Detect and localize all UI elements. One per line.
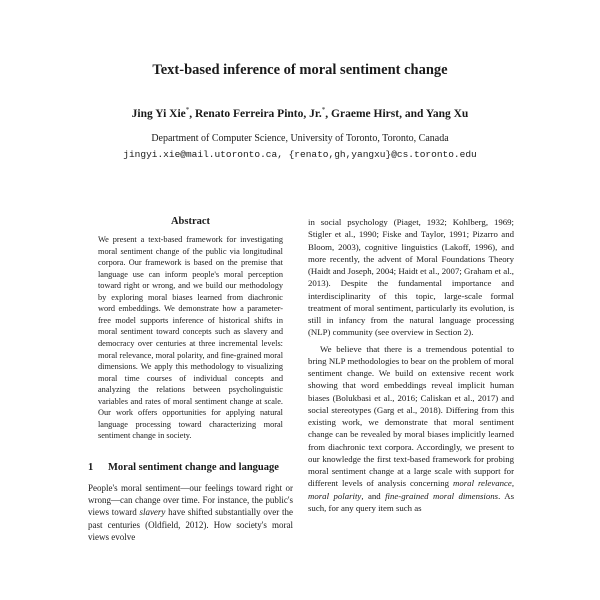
- section-heading: [88, 462, 293, 474]
- emphasis-text: moral relevance: [453, 478, 512, 489]
- author-name: Yang Xu: [425, 107, 469, 120]
- right-column: [308, 216, 514, 514]
- emphasis-text: fine-grained moral dimensions: [385, 490, 499, 501]
- author-list: [0, 106, 600, 120]
- author-name: Jing Yi Xie: [131, 107, 186, 120]
- equal-contribution-mark: *: [321, 106, 326, 114]
- paper-title: Text-based inference of moral sentiment change: [152, 62, 448, 78]
- emphasis-text: slavery: [139, 507, 166, 518]
- body-text: We believe that there is a tremendous potential to bring NLP methodologies to bear on the problem of moral sentiment change. We build on extensive recent work showing that word embeddings reveal implicit human biases (Bolukbasi et al., 2016; Caliskan et al., 2017) and social stereotypes (Garg et al., 2018). Differing from this existing work, we demonstrate that moral sentiment change can be revealed by moral biases implicitly learned from diachronic text corpora. Accordingly, we present to our knowledge the first text-based framework for probing moral sentiment change at a large scale with support for different levels of analysis concerning: [308, 343, 514, 489]
- body-text: , and: [361, 490, 386, 501]
- author-separator: ,: [189, 107, 195, 120]
- abstract-heading: Abstract: [170, 216, 211, 227]
- author-emails: jingyi.xie@mail.utoronto.ca, {renato,gh,yangxu}@cs.toronto.edu: [123, 149, 477, 160]
- equal-contribution-mark: *: [185, 106, 190, 114]
- left-column: [88, 216, 293, 543]
- body-paragraph: [308, 343, 514, 515]
- body-text: have shifted substantially over the past centuries (Oldfield, 2012). How society's moral views evolve: [88, 507, 293, 542]
- emphasis-text: moral polarity: [308, 490, 362, 501]
- author-separator: , and: [399, 107, 426, 120]
- section-title: Moral sentiment change and language: [108, 461, 279, 473]
- body-paragraph: in social psychology (Piaget, 1932; Kohlberg, 1969; Stigler et al., 1990; Fiske and Taylor, 1991; Pizarro and Bloom, 2003), cognitive linguistics (Lakoff, 1996), and more recently, the advent of Moral Foundations Theory (Haidt and Joseph, 2004; Haidt et al., 2007; Graham et al., 2013). Despite the fundamental importance and interdisciplinarity of this topic, large-scale formal treatment of moral sentiment, particularly its evolution, is still in infancy from the natural language processing (NLP) community (see overview in Section 2).: [308, 217, 514, 338]
- body-text: ,: [511, 478, 515, 489]
- author-name: Renato Ferreira Pinto, Jr.: [195, 107, 322, 120]
- author-separator: ,: [325, 107, 332, 120]
- body-text: People's moral sentiment—our feelings toward right or wrong—can change over time. For instance, the public's views toward: [88, 483, 293, 518]
- section-number: 1: [88, 461, 94, 473]
- body-text: . As such, for any query item such as: [308, 490, 514, 513]
- author-name: Graeme Hirst: [331, 107, 400, 120]
- abstract-body: We present a text-based framework for investigating moral sentiment change of the public via longitudinal corpora. Our framework is based on the premise that language use can inform people's moral perception toward right or wrong, and we build our methodology by exploring moral biases learned from diachronic word embeddings. We demonstrate how a parameter-free model supports inference of historical shifts in moral sentiment toward concepts such as slavery and democracy over centuries at three incremental levels: moral relevance, moral polarity, and fine-grained moral dimensions. We apply this methodology to visualizing moral time courses of individual concepts and analyzing the relations between psycholinguistic variables and rates of moral sentiment change at scale. Our work offers opportunities for applying natural language processing toward characterizing moral sentiment change in society.: [98, 235, 283, 441]
- body-paragraph: [88, 482, 293, 543]
- affiliation: Department of Computer Science, University of Toronto, Toronto, Canada: [151, 133, 449, 144]
